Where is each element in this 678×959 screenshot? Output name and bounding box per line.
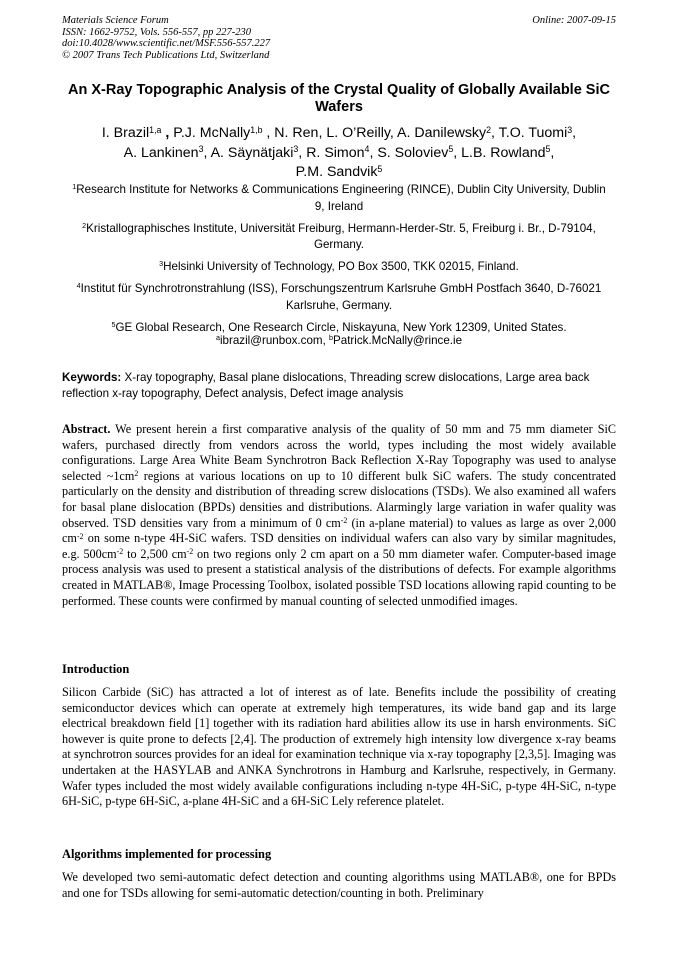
author-list (62, 124, 616, 183)
affiliation-list (66, 182, 612, 342)
author: P.M. Sandvik$^5$ (295, 163, 383, 180)
author: A. Lankinen$^3$, (123, 144, 211, 161)
doi-line: doi:10.4028/www.scientific.net/MSF.556-557.227 (62, 38, 271, 49)
author: I. Brazil$^{1,a}$ , (101, 124, 174, 141)
paper-title: An X-Ray Topographic Analysis of the Crystal Quality of Globally Available SiC Wafers (68, 82, 610, 115)
author: P.J. McNally$^{1,b}$ , (173, 124, 275, 141)
journal-name: Materials Science Forum (62, 15, 169, 26)
affiliation: $^1$Research Institute for Networks & Communications Engineering (RINCE), Dublin City University, Dublin 9, Ireland (72, 182, 606, 213)
section-heading-introduction: Introduction (62, 662, 130, 676)
copyright-line: © 2007 Trans Tech Publications Ltd, Switzerland (62, 49, 270, 61)
author: R. Simon$^4$, (306, 144, 378, 161)
keywords-text: X-ray topography, Basal plane dislocations, Threading screw dislocations, Large area back reflection x-ray topography, Defect analysis, Defect image analysis (62, 371, 590, 400)
journal-header (62, 15, 270, 61)
section-heading-algorithms: Algorithms implemented for processing (62, 847, 272, 861)
author: N. Ren, L. O’Reilly, A. Danilewsky$^2$, (274, 124, 499, 141)
contact-emails: $^a$ibrazil@runbox.com, $^b$Patrick.McNally@rince.ie (215, 333, 463, 347)
affiliation: $^3$Helsinki University of Technology, PO Box 3500, TKK 02015, Finland. (159, 259, 519, 273)
email-link[interactable]: Patrick.McNally@rince.ie (333, 334, 463, 347)
keywords (62, 370, 616, 401)
keywords-label: Keywords: (62, 371, 122, 384)
abstract-label: Abstract. (62, 422, 111, 436)
affiliation: $^5$GE Global Research, One Research Circle, Niskayuna, New York 12309, United States. (111, 319, 567, 334)
author: S. Soloviev$^5$, (377, 144, 462, 161)
affiliation: $^2$Kristallographisches Institute, Universität Freiburg, Hermann-Herder-Str. 5, Freiburg i. Br., D-79104, Germany. (82, 220, 596, 251)
author: L.B. Rowland$^5$, (461, 144, 555, 161)
algorithms-paragraph: We developed two semi-automatic defect detection and counting algorithms using MATLAB®, one for BPDs and one for TSDs allowing for semi-automatic detection/counting in both. Preliminary (62, 870, 616, 900)
author: A. Säynätjaki$^3$, (210, 144, 307, 161)
introduction-paragraph: Silicon Carbide (SiC) has attracted a lot of interest as of late. Benefits include the possibility of creating semiconductor devices which can operate at extremely high temperatures, its wide band gap and its large electrical breakdown field [1] together with its radiation hard abilities allow its use in harsh environments. SiC however is quite prone to defects [2,4]. The production of extremely high intensity low divergence x-ray beams at synchrotron sources provides for an ideal for examination technique via x-ray topography [2,3,5]. Imaging was undertaken at the HASYLAB and ANKA Synchrotrons in Hamburg and Karlsruhe, respectively, in Germany. Wafer types included the most widely available configurations including n-type 4H-SiC, p-type 4H-SiC, n-type 6H-SiC, p-type 6H-SiC, a-plane 4H-SiC and a 6H-SiC Lely reference platelet. (62, 685, 616, 809)
author: T.O. Tuomi$^3$, (498, 124, 577, 141)
issn-line: ISSN: 1662-9752, Vols. 556-557, pp 227-230 (62, 26, 251, 38)
abstract: Abstract. We present herein a first comparative analysis of the quality of 50 mm and 75 mm diameter SiC wafers, purchased directly from vendors across the world, types including the most widely available configurations. Large Area White Beam Synchrotron Back Reflection X-Ray Topography was used to analyse selected $\sim 1cm^2$ regions at various locations on up to 10 different bulk SiC wafers. The study concentrated particularly on the density and distribution of threading screw dislocations (TSDs). We also examined all wafers for basal plane dislocation (BPDs) densities and distributions. Alarmingly large variation in wafer quality was observed. TSD densities vary from a minimum of 0 $cm^{-2}$ (in a-plane material) to values as large as over 2,000 $cm^{-2}$ on some n-type 4H-SiC wafers. TSD densities on individual wafers can also vary by similar magnitudes, e.g. $500cm^{-2}$ to 2,500 $cm^{-2}$ on two regions only 2 cm apart on a 50 mm diameter wafer. Computer-based image process analysis was used to present a statistical analysis of the distributions of defects. For example algorithms created in MATLAB®, Image Processing Toolbox, isolated possible TSD locations allowing rapid counting to be performed. These counts were confirmed by manual counting of selected unmodified images. (62, 422, 616, 608)
email-link[interactable]: ibrazil@runbox.com (219, 334, 323, 347)
online-date-text: Online: 2007-09-15 (532, 15, 616, 26)
affiliation: $^4$Institut für Synchrotronstrahlung (ISS), Forschungszentrum Karlsruhe GmbH Postfach 3640, D-76021 Karlsruhe, Germany. (76, 281, 602, 312)
online-date (532, 15, 616, 27)
